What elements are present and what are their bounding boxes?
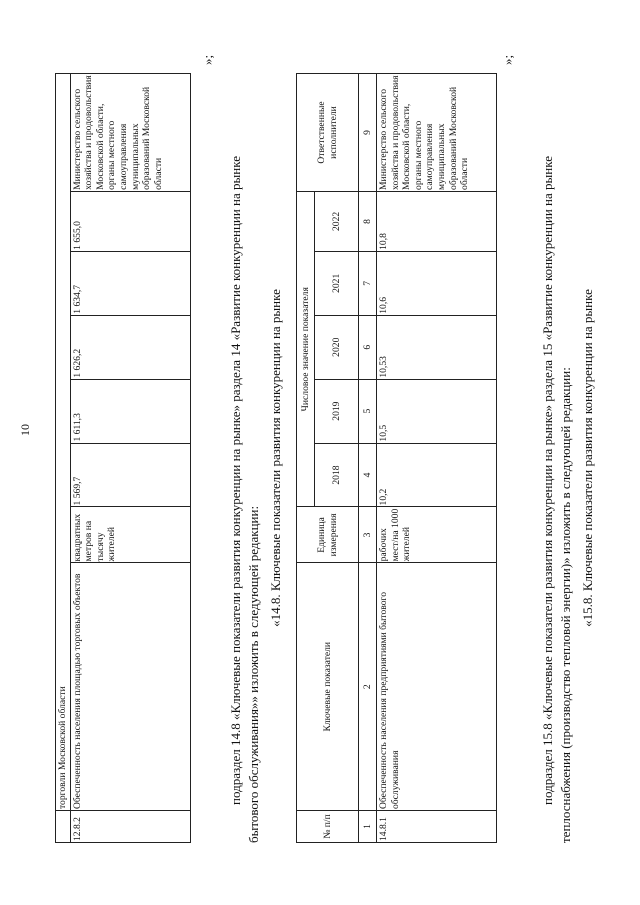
row-value-2020: 10,53 — [377, 315, 497, 379]
row-value-2021: 10,6 — [377, 251, 497, 315]
para2-line1: подраздел 15.8 «Ключевые показатели развития конкуренции на рынке» раздела 15 «Развитие конкуренции на рынке — [540, 156, 555, 805]
para2-line2: теплоснабжения (производство тепловой энергии)» изложить в следующей редакции: — [558, 367, 573, 843]
header-values-group: Числовое значение показателя — [297, 191, 315, 506]
col-number: 7 — [359, 251, 377, 315]
indicators-table-14-8 — [296, 73, 497, 843]
top-table-closing: »; — [200, 54, 215, 65]
page-number: 10 — [18, 424, 32, 436]
top-row-value-2019: 1 611,3 — [70, 379, 190, 443]
col-number: 2 — [359, 563, 377, 811]
col-number: 9 — [359, 74, 377, 192]
top-row-value-2018: 1 569,7 — [70, 443, 190, 507]
top-table-header-row: торговли Московской области — [56, 74, 71, 811]
col-number: 3 — [359, 507, 377, 563]
col-number: 4 — [359, 443, 377, 507]
top-row-executor: Министерство сельского хозяйства и продовольствия Московской области, органы местного самоуправления муниципальных образований Московской области — [70, 74, 190, 192]
para1-line2: бытового обслуживания»» изложить в следующей редакции: — [246, 505, 261, 843]
row-executor: Министерство сельского хозяйства и продовольствия Московской области, органы местного самоуправления муниципальных образований Московской области — [377, 74, 497, 192]
header-year-2018: 2018 — [315, 443, 359, 507]
header-year-2020: 2020 — [315, 315, 359, 379]
top-row-value-2020: 1 626,2 — [70, 315, 190, 379]
row-value-2018: 10,2 — [377, 443, 497, 507]
header-executor: Ответственные исполнители — [297, 74, 359, 192]
para1-title: «14.8. Ключевые показатели развития конкуренции на рынке — [268, 289, 283, 627]
row-unit: рабочих мест/на 1000 жителей — [377, 507, 497, 563]
header-indicator: Ключевые показатели — [297, 563, 359, 811]
table2-closing: »; — [500, 54, 515, 65]
header-year-2022: 2022 — [315, 191, 359, 251]
row-indicator: Обеспеченность населения предприятиями бытового обслуживания — [377, 563, 497, 811]
top-row-num: 12.8.2 — [70, 811, 190, 843]
col-number: 1 — [359, 811, 377, 843]
para1-line1: подраздел 14.8 «Ключевые показатели развития конкуренции на рынке» раздела 14 «Развитие конкуренции на рынке — [228, 156, 243, 805]
top-table — [55, 73, 191, 843]
header-year-2019: 2019 — [315, 379, 359, 443]
header-year-2021: 2021 — [315, 251, 359, 315]
top-row-indicator: Обеспеченность населения площадью торговых объектов — [70, 563, 190, 811]
top-row-value-2021: 1 634,7 — [70, 251, 190, 315]
row-value-2022: 10,8 — [377, 191, 497, 251]
header-unit: Единица измерения — [297, 507, 359, 563]
para2-title: «15.8. Ключевые показатели развития конкуренции на рынке — [580, 289, 595, 627]
row-num: 14.8.1 — [377, 811, 497, 843]
row-value-2019: 10,5 — [377, 379, 497, 443]
col-number: 8 — [359, 191, 377, 251]
top-row-unit: квадратных метров на тысячу жителей — [70, 507, 190, 563]
col-number: 5 — [359, 379, 377, 443]
header-num: № п/п — [297, 811, 359, 843]
top-row-value-2022: 1 655,0 — [70, 191, 190, 251]
page-number-area — [0, 0, 32, 905]
col-number: 6 — [359, 315, 377, 379]
